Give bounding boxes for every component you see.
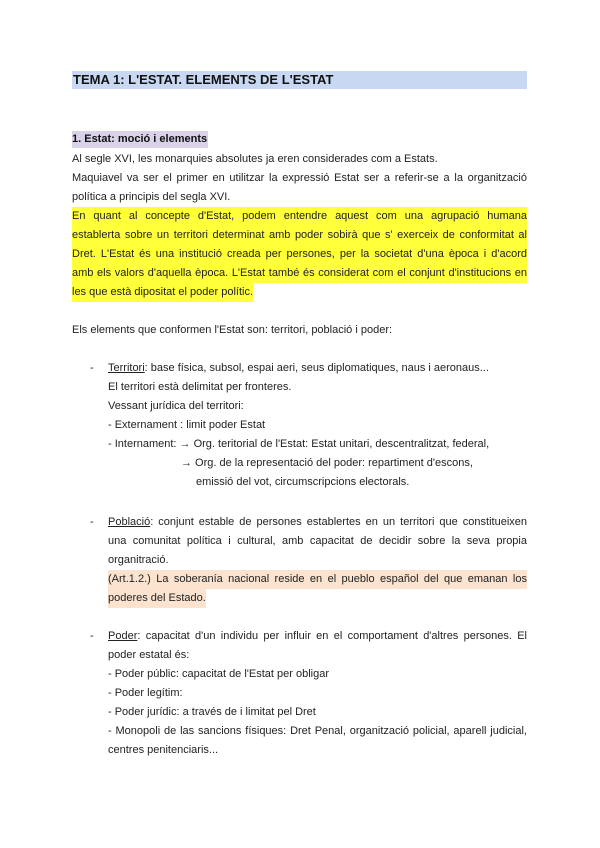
term-territori: Territori bbox=[108, 362, 145, 374]
highlighted-line: En quant al concepte d'Estat, podem entendre aquest com una agrupació humana bbox=[72, 207, 527, 226]
elements-intro: Els elements que conformen l'Estat son: territori, població i poder: bbox=[72, 324, 393, 336]
paragraph-line: poder estatal és: bbox=[108, 649, 190, 661]
list-item-territori bbox=[108, 359, 489, 378]
list-dash: - bbox=[90, 516, 94, 528]
highlighted-quote: (Art.1.2.) La soberanía nacional reside en el pueblo español del que emanan los bbox=[108, 570, 527, 589]
term-definition: : conjunt estable de persones establertes en un territori que constitueixen bbox=[150, 516, 527, 528]
list-dash: - bbox=[90, 362, 94, 374]
paragraph-line: Maquiavel va ser el primer en utilitzar la expressió Estat ser a referir-se a la organització bbox=[72, 172, 527, 184]
highlighted-line: establerta sobre un territori determinat amb poder sobirà que s' exerceix de conformitat al bbox=[72, 226, 527, 245]
paragraph-line: - Monopoli de las sancions físiques: Dret Penal, organització policial, aparell judicial, bbox=[108, 725, 527, 737]
section-heading: 1. Estat: moció i elements bbox=[72, 131, 208, 148]
paragraph-line: una comunitat política i cultural, amb capacitat de decidir sobre la seva propia bbox=[108, 535, 527, 547]
highlighted-line: les que està dipositat el poder polític. bbox=[72, 283, 253, 302]
term-definition: : capacitat d'un individu per influir en el comportament d'altres persones. El bbox=[137, 630, 527, 642]
term-poblacio: Població bbox=[108, 516, 151, 528]
paragraph-line: → Org. de la representació del poder: repartiment d'escons, bbox=[181, 457, 473, 469]
highlighted-line: amb els valors d'aquella època. L'Estat també és considerat com el conjunt d'institucions en bbox=[72, 264, 527, 283]
list-item-poder bbox=[108, 627, 527, 646]
highlighted-line: Dret. L'Estat és una institució creada per persones, per la societat d'una època i d'acord bbox=[72, 245, 527, 264]
paragraph-line: El territori està delimitat per fronteres. bbox=[108, 381, 292, 393]
paragraph-line: Vessant jurídica del territori: bbox=[108, 400, 244, 412]
paragraph-line: - Poder públic: capacitat de l'Estat per obligar bbox=[108, 668, 329, 680]
highlighted-quote: poderes del Estado. bbox=[108, 589, 206, 608]
paragraph-line: - Poder legítim: bbox=[108, 687, 183, 699]
paragraph-line: Al segle XVI, les monarquies absolutes ja eren considerades com a Estats. bbox=[72, 153, 438, 165]
list-item-poblacio bbox=[108, 513, 527, 532]
document-title: TEMA 1: L'ESTAT. ELEMENTS DE L'ESTAT bbox=[72, 71, 527, 89]
paragraph-line: centres penitenciaris... bbox=[108, 744, 219, 756]
term-poder: Poder bbox=[108, 630, 138, 642]
paragraph-line: - Internament: → Org. teritorial de l'Estat: Estat unitari, descentralitzat, federal, bbox=[108, 438, 490, 450]
list-dash: - bbox=[90, 630, 94, 642]
paragraph-line: - Poder jurídic: a través de i limitat pel Dret bbox=[108, 706, 316, 718]
term-definition: : base física, subsol, espai aeri, seus diplomatiques, naus i aeronaus... bbox=[144, 362, 489, 374]
paragraph-line: política a principis del segla XVI. bbox=[72, 191, 231, 203]
paragraph-line: - Externament : limit poder Estat bbox=[108, 419, 266, 431]
paragraph-line: emissió del vot, circumscripcions electorals. bbox=[196, 476, 410, 488]
paragraph-line: organitració. bbox=[108, 554, 169, 566]
